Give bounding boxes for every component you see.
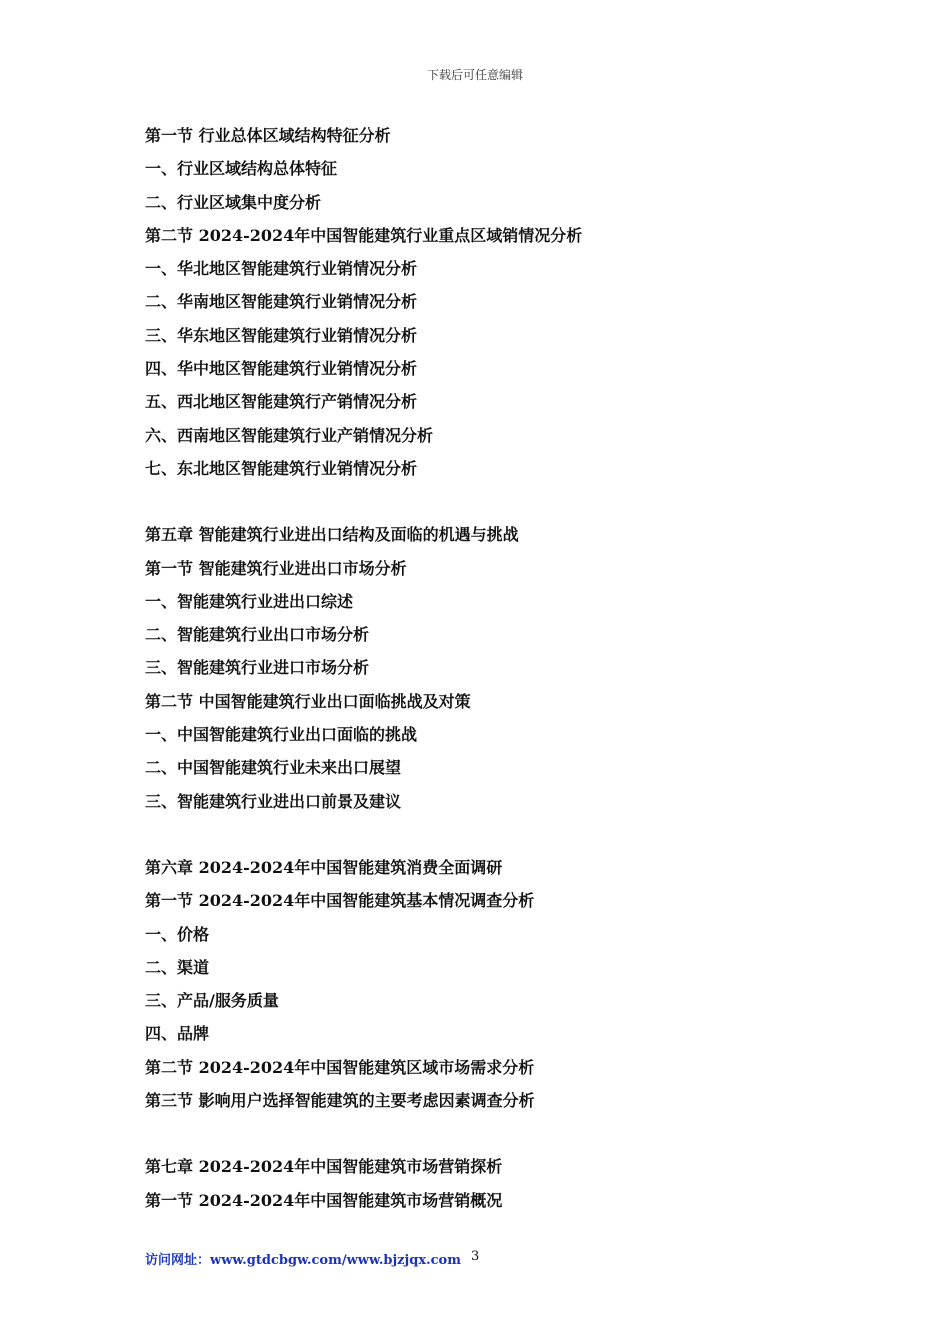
toc-entry: 五、西北地区智能建筑行产销情况分析 <box>145 392 418 412</box>
toc-entry: 一、行业区域结构总体特征 <box>145 159 338 179</box>
toc-entry: 二、行业区域集中度分析 <box>145 192 322 212</box>
toc-entry: 二、中国智能建筑行业未来出口展望 <box>145 758 402 778</box>
toc-entry: 一、价格 <box>145 924 210 944</box>
toc-entry: 第二节 中国智能建筑行业出口面临挑战及对策 <box>145 691 471 711</box>
website-link[interactable]: 访问网址：www.gtdcbgw.com/www.bjzjqx.com <box>145 1253 461 1268</box>
toc-entry: 二、华南地区智能建筑行业销情况分析 <box>145 292 418 312</box>
toc-entry: 第一节 智能建筑行业进出口市场分析 <box>145 558 407 578</box>
toc-entry: 七、东北地区智能建筑行业销情况分析 <box>145 458 418 478</box>
toc-entry: 二、渠道 <box>145 957 210 977</box>
toc-entry: 第一节 行业总体区域结构特征分析 <box>145 126 391 145</box>
toc-entry: 第二节 2024-2024年中国智能建筑行业重点区域销情况分析 <box>145 225 583 245</box>
toc-entry: 六、西南地区智能建筑行业产销情况分析 <box>145 425 434 445</box>
toc-entry: 第三节 影响用户选择智能建筑的主要考虑因素调查分析 <box>145 1091 535 1111</box>
toc-entry: 第一节 2024-2024年中国智能建筑市场营销概况 <box>145 1190 503 1210</box>
toc-entry: 三、华东地区智能建筑行业销情况分析 <box>145 325 418 345</box>
toc-chapter: 第七章 2024-2024年中国智能建筑市场营销探析 <box>145 1157 503 1177</box>
toc-chapter: 第五章 智能建筑行业进出口结构及面临的机遇与挑战 <box>145 525 519 545</box>
toc-entry: 三、产品/服务质量 <box>145 991 279 1011</box>
toc-entry: 二、智能建筑行业出口市场分析 <box>145 625 370 645</box>
page-header: 下载后可任意编辑 <box>426 68 523 82</box>
toc-chapter: 第六章 2024-2024年中国智能建筑消费全面调研 <box>145 857 503 877</box>
toc-entry: 三、智能建筑行业进出口前景及建议 <box>145 791 402 811</box>
table-of-contents <box>145 124 845 1222</box>
toc-entry: 四、品牌 <box>145 1024 210 1044</box>
toc-entry: 第一节 2024-2024年中国智能建筑基本情况调查分析 <box>145 891 535 911</box>
toc-entry: 四、华中地区智能建筑行业销情况分析 <box>145 359 418 379</box>
toc-entry: 三、智能建筑行业进口市场分析 <box>145 658 370 678</box>
page-number: 3 <box>471 1249 480 1264</box>
toc-entry: 第二节 2024-2024年中国智能建筑区域市场需求分析 <box>145 1057 535 1077</box>
toc-entry: 一、智能建筑行业进出口综述 <box>145 591 354 611</box>
page-footer <box>145 1249 480 1268</box>
toc-entry: 一、华北地区智能建筑行业销情况分析 <box>145 259 418 279</box>
toc-entry: 一、中国智能建筑行业出口面临的挑战 <box>145 725 418 745</box>
